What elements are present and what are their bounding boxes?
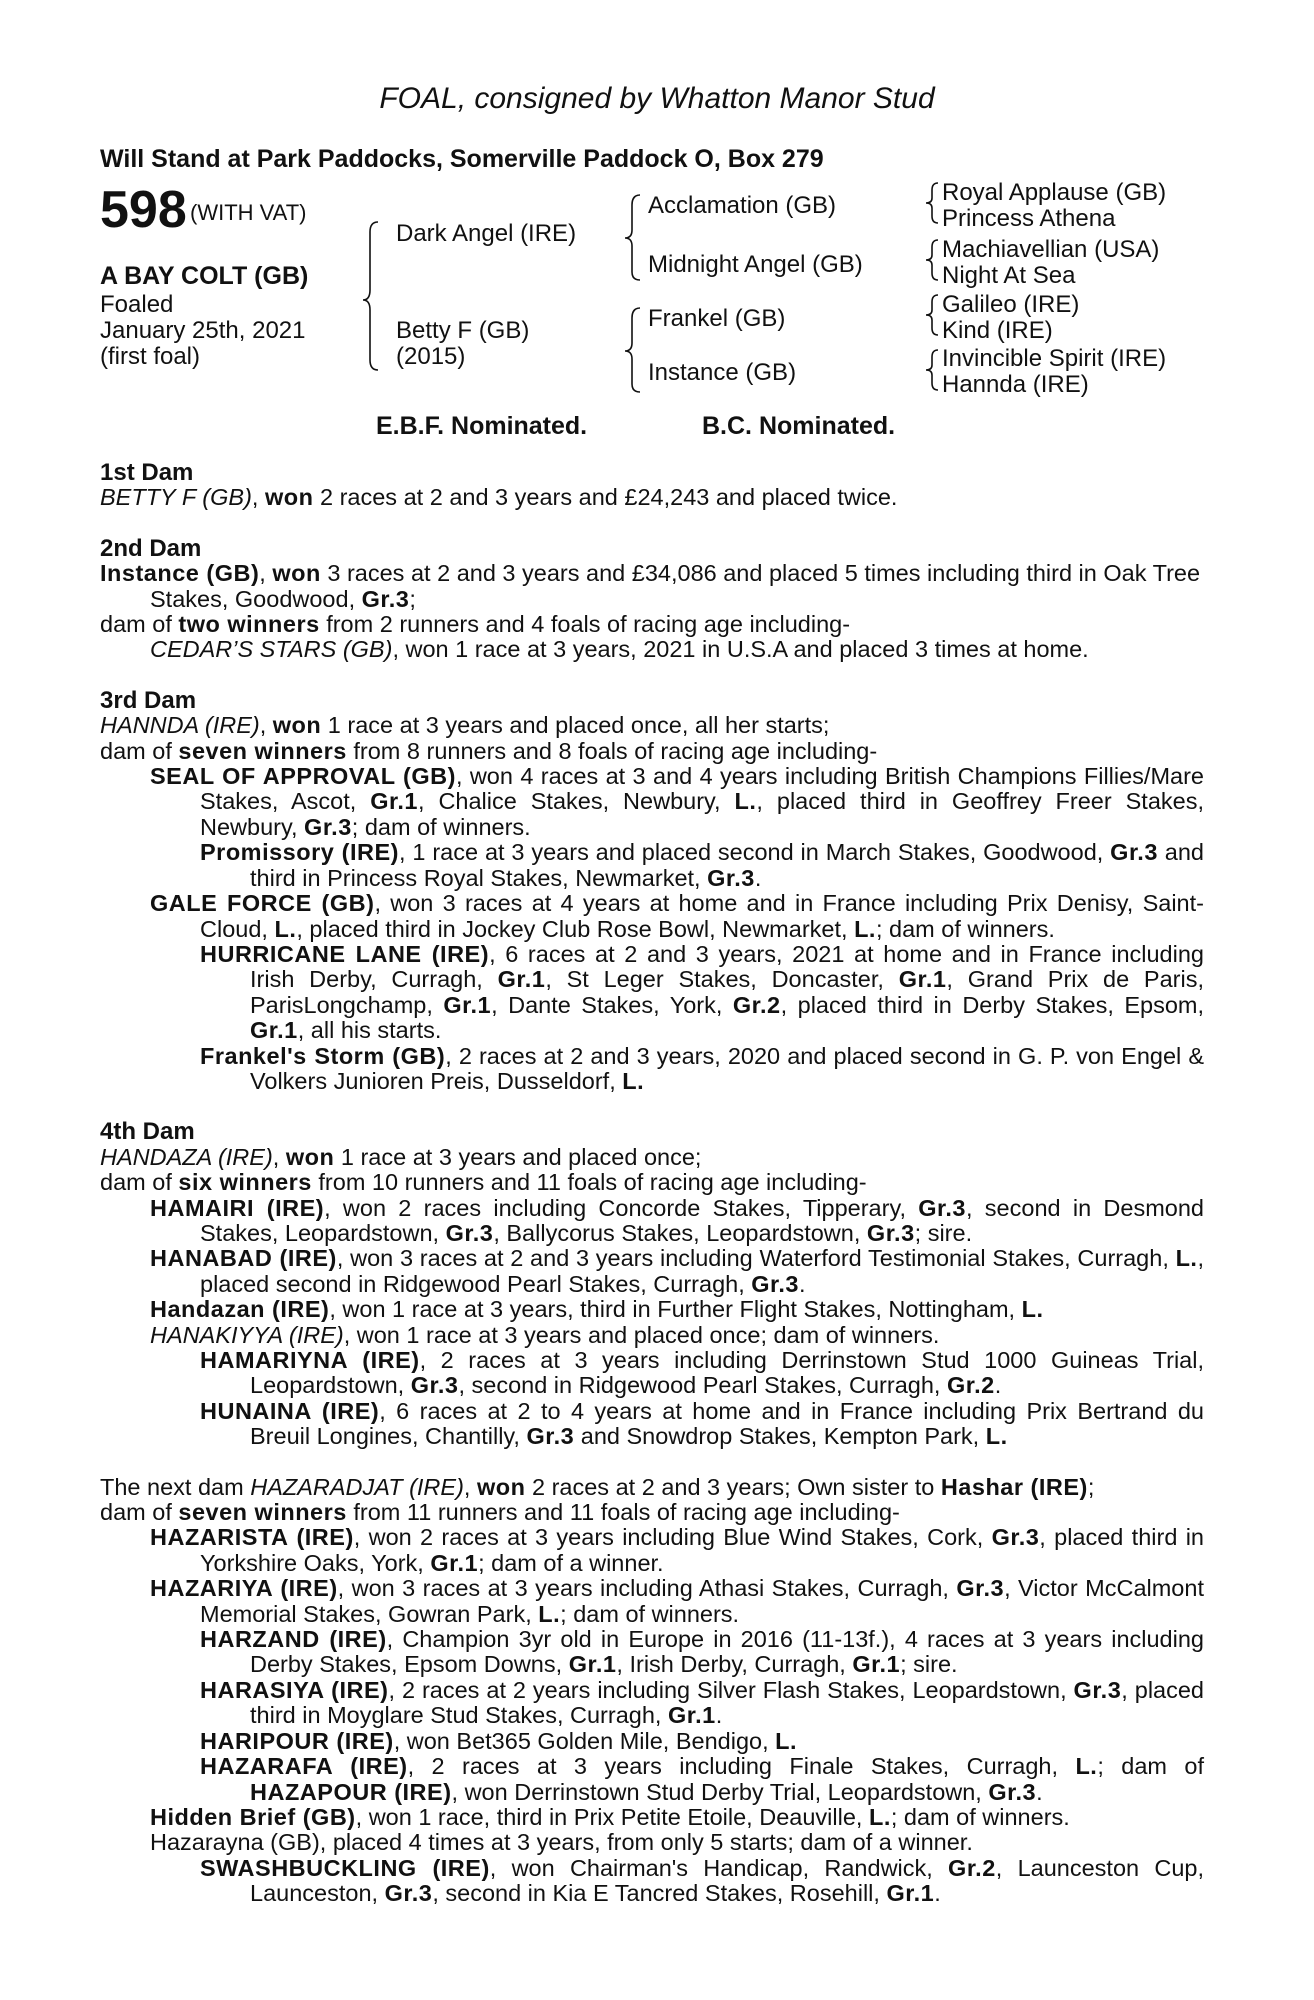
pedigree-dam-sire: Frankel (GB) (648, 305, 786, 332)
list-item: SEAL OF APPROVAL (GB), won 4 races at 3 and 4 years including British Champions Fillies/Mare Stakes, Ascot, Gr.1, Chalice Stakes, Newbury, L., placed third in Geoffrey Freer Stakes, Newbury, Gr.3; dam of winners. (150, 763, 1205, 840)
pedigree-dam-dam: Instance (GB) (648, 359, 797, 386)
pedigree-dsd: Kind (IRE) (942, 317, 1053, 344)
fourth-dam-produce: dam of six winners from 10 runners and 11 foals of racing age including- (100, 1169, 867, 1196)
pedigree-dss: Galileo (IRE) (942, 291, 1080, 318)
first-dam-heading: 1st Dam (100, 459, 194, 486)
produce-record (100, 460, 1204, 1907)
fourth-dam-record: HANDAZA (IRE), won 1 race at 3 years and placed once; (100, 1143, 702, 1170)
pedigree-sss: Royal Applause (GB) (942, 179, 1167, 206)
pedigree-ddd: Hannda (IRE) (942, 371, 1089, 398)
list-item: HAZARAFA (IRE), 2 races at 3 years including Finale Stakes, Curragh, L.; dam of HAZAPOUR (IRE), won Derrinstown Stud Derby Trial, Leopardstown, Gr.3. (200, 1753, 1204, 1805)
lot-number: 598 (100, 181, 187, 239)
list-item: Handazan (IRE), won 1 race at 3 years, third in Further Flight Stakes, Nottingham, L. (150, 1296, 1044, 1323)
first-dam-record: BETTY F (GB), won 2 races at 2 and 3 years and £24,243 and placed twice. (100, 484, 898, 511)
pedigree-sds: Machiavellian (USA) (942, 236, 1160, 263)
foal-note: (first foal) (100, 343, 201, 370)
second-dam-record: Instance (GB), won 3 races at 2 and 3 years and £34,086 and placed 5 times including third in Oak Tree Stakes, Goodwood, Gr.3; (100, 560, 1201, 612)
list-item: Hidden Brief (GB), won 1 race, third in Prix Petite Etoile, Deauville, L.; dam of winners. (150, 1803, 1070, 1830)
vat-note: (WITH VAT) (190, 200, 307, 225)
list-item: HAZARISTA (IRE), won 2 races at 3 years including Blue Wind Stakes, Cork, Gr.3, placed third in Yorkshire Oaks, York, Gr.1; dam of a winner. (150, 1524, 1204, 1576)
catalogue-title: FOAL, consigned by Whatton Manor Stud (379, 82, 935, 115)
pedigree-dds: Invincible Spirit (IRE) (942, 345, 1167, 372)
list-item: HAMAIRI (IRE), won 2 races including Concorde Stakes, Tipperary, Gr.3, second in Desmond Stakes, Leopardstown, Gr.3, Ballycorus Stakes, Leopardstown, Gr.3; sire. (150, 1194, 1204, 1246)
fourth-dam-heading: 4th Dam (100, 1118, 195, 1146)
foaled-date: January 25th, 2021 (100, 317, 306, 344)
pedigree-sire: Dark Angel (IRE) (396, 220, 577, 247)
ebf-nomination: E.B.F. Nominated. (376, 412, 588, 440)
lot-description: A BAY COLT (GB) (100, 262, 309, 290)
third-dam-heading: 3rd Dam (100, 686, 197, 714)
stand-location: Will Stand at Park Paddocks, Somerville Paddock O, Box 279 (100, 145, 824, 173)
pedigree-sdd: Night At Sea (942, 262, 1076, 289)
list-item: HANABAD (IRE), won 3 races at 2 and 3 years including Waterford Testimonial Stakes, Curragh, L., placed second in Ridgewood Pearl Stakes, Curragh, Gr.3. (150, 1245, 1204, 1297)
list-item: Promissory (IRE), 1 race at 3 years and placed second in March Stakes, Goodwood, Gr.3 and third in Princess Royal Stakes, Newmarket, Gr.3. (200, 839, 1204, 891)
list-item: Frankel's Storm (GB), 2 races at 2 and 3 years, 2020 and placed second in G. P. von Engel & Volkers Junioren Preis, Dusseldorf, L. (200, 1042, 1205, 1094)
list-item: HAZARIYA (IRE), won 3 races at 3 years including Athasi Stakes, Curragh, Gr.3, Victor McCalmont Memorial Stakes, Gowran Park, L.; dam of winners. (150, 1575, 1204, 1627)
list-item: HARASIYA (IRE), 2 races at 2 years including Silver Flash Stakes, Leopardstown, Gr.3, placed third in Moyglare Stud Stakes, Curragh, Gr.1. (200, 1676, 1204, 1729)
bc-nomination: B.C. Nominated. (702, 412, 896, 440)
list-item: HARZAND (IRE), Champion 3yr old in Europe in 2016 (11-13f.), 4 races at 3 years including Derby Stakes, Epsom Downs, Gr.1, Irish Derby, Curragh, Gr.1; sire. (200, 1626, 1204, 1678)
list-item: HUNAINA (IRE), 6 races at 2 to 4 years at home and in France including Prix Bertrand du Breuil Longines, Chantilly, Gr.3 and Snowdrop Stakes, Kempton Park, L. (200, 1397, 1205, 1450)
next-dam-record: The next dam HAZARADJAT (IRE), won 2 races at 2 and 3 years; Own sister to Hashar (IRE); (100, 1473, 1095, 1500)
pedigree-dam: Betty F (GB) (396, 317, 530, 344)
next-dam-produce: dam of seven winners from 11 runners and 11 foals of racing age including- (100, 1499, 900, 1526)
pedigree-sire-sire: Acclamation (GB) (648, 192, 837, 219)
list-item: GALE FORCE (GB), won 3 races at 4 years at home and in France including Prix Denisy, Saint-Cloud, L., placed third in Jockey Club Rose Bowl, Newmarket, L.; dam of winners. (150, 890, 1204, 942)
list-item: CEDAR’S STARS (GB), won 1 race at 3 years, 2021 in U.S.A and placed 3 times at home. (150, 636, 1089, 663)
list-item: HARIPOUR (IRE), won Bet365 Golden Mile, Bendigo, L. (200, 1727, 798, 1754)
second-dam-produce: dam of two winners from 2 runners and 4 foals of racing age including- (100, 611, 851, 638)
second-dam-heading: 2nd Dam (100, 534, 202, 562)
pedigree-dam-year: (2015) (396, 343, 466, 370)
list-item: HAMARIYNA (IRE), 2 races at 3 years including Derrinstown Stud 1000 Guineas Trial, Leopardstown, Gr.3, second in Ridgewood Pearl Stakes, Curragh, Gr.2. (200, 1347, 1204, 1399)
pedigree-sire-dam: Midnight Angel (GB) (648, 251, 863, 278)
list-item: HANAKIYYA (IRE), won 1 race at 3 years and placed once; dam of winners. (150, 1321, 940, 1348)
list-item: HURRICANE LANE (IRE), 6 races at 2 and 3 years, 2021 at home and in France including Irish Derby, Curragh, Gr.1, St Leger Stakes, Doncaster, Gr.1, Grand Prix de Paris, ParisLongchamp, Gr.1, Dante Stakes, York, Gr.2, placed third in Derby Stakes, Epsom, Gr.1, all his starts. (200, 940, 1204, 1044)
pedigree-ssd: Princess Athena (942, 205, 1116, 232)
list-item: SWASHBUCKLING (IRE), won Chairman's Handicap, Randwick, Gr.2, Launceston Cup, Launceston, Gr.3, second in Kia E Tancred Stakes, Rosehill, Gr.1. (200, 1854, 1204, 1907)
third-dam-record: HANNDA (IRE), won 1 race at 3 years and placed once, all her starts; (100, 712, 830, 739)
list-item: Hazarayna (GB), placed 4 times at 3 years, from only 5 starts; dam of a winner. (150, 1829, 973, 1856)
foaled-label: Foaled (100, 291, 174, 318)
third-dam-produce: dam of seven winners from 8 runners and 8 foals of racing age including- (100, 737, 878, 764)
